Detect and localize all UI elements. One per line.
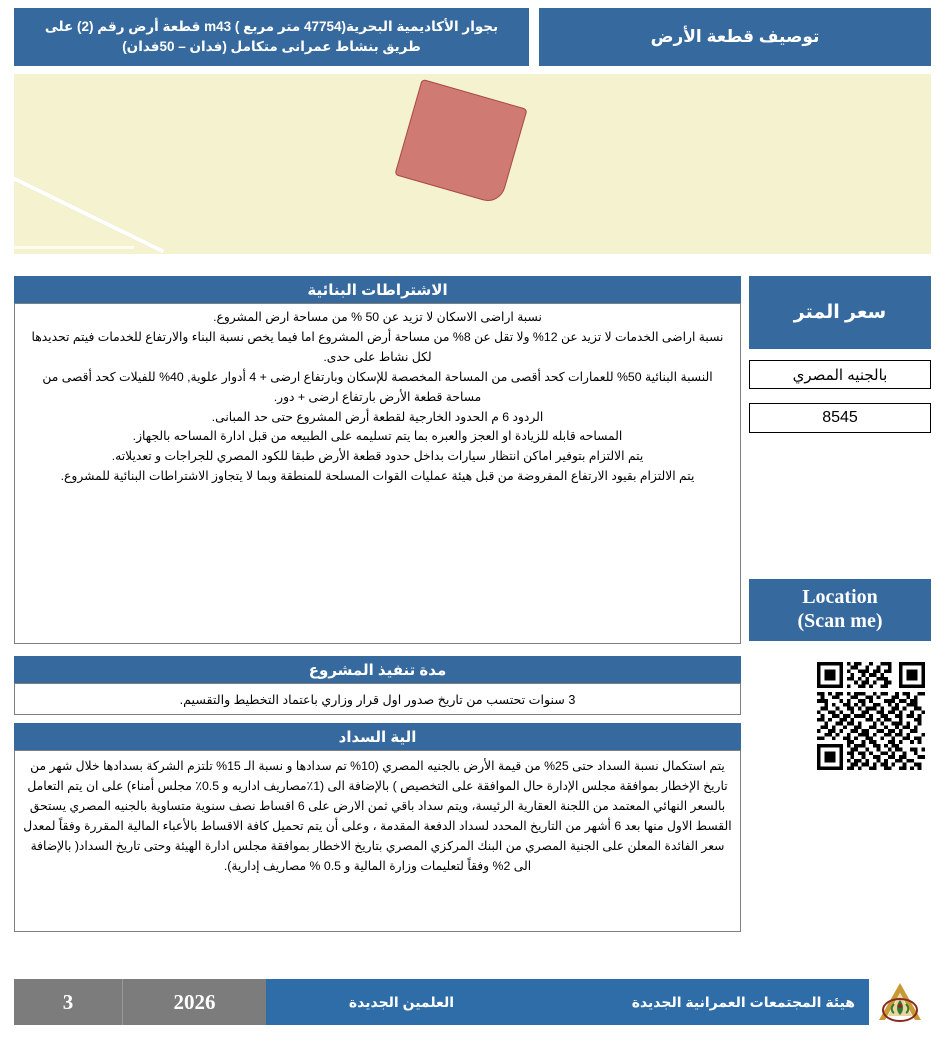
map-road-line [14,162,165,253]
condition-line: المساحه قابله للزيادة او العجز والعبره بما يتم تسليمه على الطبيعه من قبل ادارة المساحه بالجهاز. [132,429,623,444]
location-title-line2: (Scan me) [797,610,883,632]
qr-code[interactable] [817,662,925,770]
footer-year: 2026 [122,979,266,1025]
building-conditions-header: الاشتراطات البنائية [14,276,741,303]
authority-logo-icon [876,980,924,1024]
gap-conditions-duration [14,644,741,656]
payment-method-header: الية السداد [14,723,741,750]
footer-authority-name: هيئة المجتمعات العمرانية الجديدة [454,979,869,1025]
payment-method-body [14,750,741,932]
price-value: 8545 [749,403,931,433]
location-map[interactable] [14,74,931,254]
condition-line: نسبة اراضى الخدمات لا تزيد عن 12% ولا تقل عن 8% من مساحة أرض المشروع اما فيما يخص نسبة البناء والارتفاع للخدمات فيتم تحديدها لكل نشاط على حدى. [31,329,724,364]
main-content [14,276,931,932]
project-duration-body: 3 سنوات تحتسب من تاريخ صدور اول قرار وزاري باعتماد التخطيط والتقسيم. [14,683,741,715]
authority-logo [869,979,931,1025]
price-per-meter-header: سعر المتر [749,276,931,349]
condition-line: نسبة اراضى الاسكان لا تزيد عن 50 % من مساحة ارض المشروع. [213,310,542,324]
map-road-line-secondary [14,246,134,249]
qr-code-icon [817,662,925,770]
project-duration-header: مدة تنفيذ المشروع [14,656,741,683]
condition-line: النسبة البنائية 50% للعمارات كحد أقصى من المساحة المخصصة للإسكان وبارتفاع ارضى + 4 أدوار علوية, 40% للفيلات كحد أقصى من مساحة قطعة الأرض بارتفاع ارضى + دور. [42,369,713,404]
footer [0,979,945,1025]
condition-line: يتم الالتزام بقيود الارتفاع المفروضة من قبل هيئة عمليات القوات المسلحة للمنطقة وبما لا يتجاوز الاشتراطات البنائية للمشروع. [60,469,695,484]
page-title: توصيف قطعة الأرض [539,8,931,66]
footer-city-name: العلمين الجديدة [266,979,454,1025]
building-conditions-body [14,303,741,644]
land-parcel-polygon[interactable] [394,79,527,205]
location-header [749,579,931,641]
left-gap [749,433,931,579]
payment-line: يتم استكمال نسبة السداد حتى 25% من قيمة الأرض بالجنيه المصري (10% تم سدادها و نسبة الـ 15% تلتزم الشركة بسدادها خلال شهر من تاريخ الإخطار بموافقة مجلس الإدارة حال الموافقة على التخصيص ) بالإضافة الى (1٪مصاريف اداريه و 0.5٪ مجلس أمناء) على ان يتم التعامل بالسعر النهائي المعتمد من اللجنة العقارية الرئيسة، ويتم سداد باقي ثمن الارض على 6 اقساط نصف سنوية متساوية بالجنيه المصري يستحق القسط الاول منها بعد 6 أشهر من التاريخ المحدد لسداد الدفعة المقدمة ، وعلى أن يتم تحميل كافة الاقساط بالأعباء المالية المقررة وفقاً لمعدل سعر الفائدة المعلن على الجنية المصري من البنك المركزي المصري بتاريخ الاخطار بموافقة مجلس ادارة الهيئة وحتى تاريخ السداد( بالإضافة الى 2% وفقاً لتعليمات وزارة المالية و 0.5 % مصاريف إدارية). [23,759,732,873]
plot-description: بجوار الأكاديمية البحرية(47754 متر مربع ) m43 قطعة أرض رقم (2) على طريق بنشاط عمرانى متكامل (فدان – 50فدان) [14,8,529,66]
price-currency-label: بالجنيه المصري [749,360,931,389]
gap-duration-payment [14,715,741,723]
condition-line: يتم الالتزام بتوفير اماكن انتظار سيارات بداخل حدود قطعة الأرض طبقا للكود المصري للجراجات و تعديلاته. [111,449,644,464]
header [0,0,945,66]
left-column [749,276,931,770]
footer-page-number: 3 [14,979,122,1025]
condition-line: الردود 6 م الحدود الخارجية لقطعة أرض المشروع حتى حد المبانى. [211,409,544,424]
location-title-line1: Location [802,586,878,609]
right-column [14,276,741,932]
